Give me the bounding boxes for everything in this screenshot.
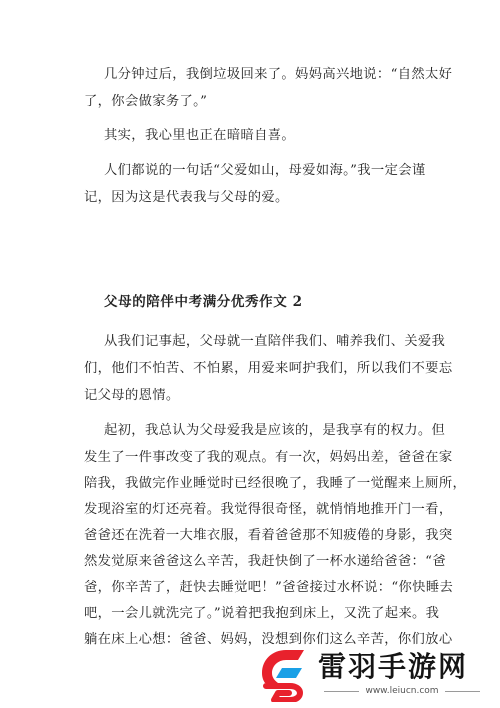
essay-heading: 父母的陪伴中考满分优秀作文 2 (104, 294, 303, 310)
watermark-url-row (318, 685, 486, 697)
divider (324, 691, 359, 692)
brand-logo-icon (256, 646, 312, 702)
paragraph-line: 记父母的恩情。 (84, 388, 180, 403)
paragraph-line: 记，因为这是代表我与父母的爱。 (84, 190, 289, 205)
paragraph-line: 然发觉原来爸爸这么辛苦，我赶快倒了一杯水递给爸爸：“爸 (84, 554, 446, 569)
paragraph-line: 了，你会做家务了。” (84, 94, 208, 109)
paragraph-line: 起初，我总认为父母爱我是应该的，是我享有的权力。但 (104, 423, 446, 438)
paragraph-line: 陪我，我做完作业睡觉时已经很晚了，我睡了一觉醒来上厕所， (84, 476, 467, 491)
paragraph-line: 爸，你辛苦了，赶快去睡觉吧！”爸爸接过水杯说：“你快睡去 (84, 580, 454, 595)
paragraph-line: 们，他们不怕苦、不怕累，用爱来呵护我们，所以我们不要忘 (84, 361, 453, 376)
paragraph-line: 人们都说的一句话“父爱如山，母爱如海。”我一定会谨 (104, 163, 426, 178)
watermark (256, 646, 492, 704)
paragraph-line: 其实，我心里也正在暗暗自喜。 (104, 128, 296, 143)
logo-blue-bolt (276, 668, 302, 678)
paragraph-line: 爸爸还在洗着一大堆衣服，看着爸爸那不知疲倦的身影，我突 (84, 528, 453, 543)
paragraph-line: 发现浴室的灯还亮着。我觉得很奇怪，就悄悄地推开门一看， (84, 502, 453, 517)
watermark-url: www.leiucn.com (365, 686, 439, 696)
paragraph-line: 从我们记事起，父母就一直陪伴我们、哺养我们、关爱我 (104, 334, 446, 349)
paragraph-line: 躺在床上心想：爸爸、妈妈，没想到你们这么辛苦，你们放心 (84, 632, 453, 647)
paragraph-line: 几分钟过后，我倒垃圾回来了。妈妈高兴地说：“自然太好 (104, 67, 453, 82)
paragraph-line: 吧，一会儿就洗完了。”说着把我抱到床上，又洗了起来。我 (84, 606, 440, 621)
divider (445, 691, 480, 692)
paragraph-line: 发生了一件事改变了我的观点。有一次，妈妈出差，爸爸在家 (84, 450, 453, 465)
watermark-brand: 雷羽手游网 (318, 650, 469, 683)
logo-red-shape (262, 650, 304, 683)
logo-red-tail (266, 686, 300, 700)
